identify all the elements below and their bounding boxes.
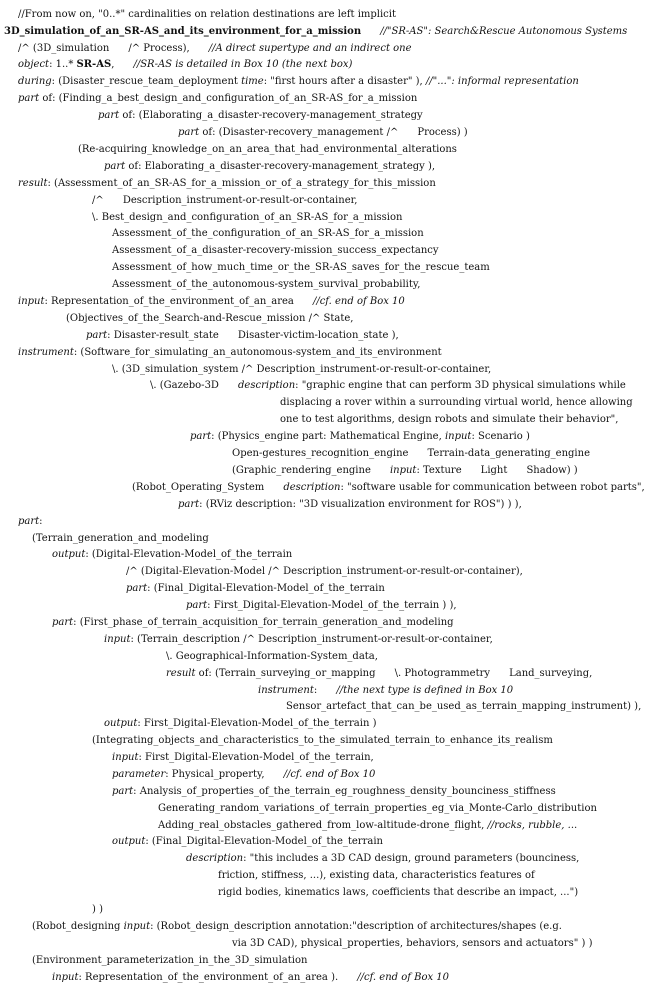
text-segment: : Scenario ) [471,431,530,442]
text-segment: \. (3D_simulation_system /^ Description_instrument-or-result-or-container, [112,364,492,375]
italic-text-segment: //rocks, rubble, ... [487,820,578,831]
text-segment: /^ Description_instrument-or-result-or-container, [92,195,358,206]
italic-text-segment: input [104,634,131,645]
text-segment: ) ) [92,904,103,915]
document-line [112,261,490,277]
document-line [18,75,579,91]
text-segment: : (Physics_engine part: Mathematical Engine, [211,431,445,442]
italic-text-segment: output [104,718,138,729]
document-line [186,852,579,868]
text-segment: Open-gestures_recognition_engine Terrain-data_generating_engine [232,448,590,459]
document-line [18,58,352,74]
text-segment: : Physical_property, [165,769,284,780]
text-segment: Assessment_of_a_disaster-recovery-mission_success_expectancy [112,245,439,256]
document-line [232,447,590,463]
document-line [112,227,424,243]
document-line [132,481,645,497]
italic-text-segment: input [112,752,139,763]
text-segment: \. (Gazebo-3D [150,380,239,391]
document-line [66,312,353,328]
document-line [92,903,103,919]
italic-text-segment: instrument [258,685,314,696]
document-line [86,329,399,345]
text-segment: Assessment_of_the_autonomous-system_survival_probability, [112,279,421,290]
italic-text-segment: //SR-AS is detailed in Box 10 (the next box) [133,59,353,70]
document-line [112,278,420,294]
italic-text-segment: input [123,921,151,932]
document-line [32,954,307,970]
text-segment: \. Best_design_and_configuration_of_an_SR-AS_for_a_mission [92,212,403,223]
document-line [126,582,385,598]
document-line [280,396,633,412]
italic-text-segment: part [186,600,208,611]
document-line [104,160,435,176]
text-segment: of: (Terrain_surveying_or_mapping \. Photogrammetry Land_surveying, [195,668,593,679]
italic-text-segment: part [126,583,148,594]
document-line [104,633,493,649]
text-segment: displacing a rover within a surrounding virtual world, hence allowing [280,397,633,408]
text-segment: of: (Elaborating_a_disaster-recovery-management_strategy [119,110,423,121]
text-segment: : Disaster-result_state Disaster-victim-location_state ), [107,330,399,341]
bold-text-segment: SR-AS [76,59,112,70]
document-line [18,515,43,531]
italic-text-segment: object [18,59,50,70]
text-segment: : 1..* [49,59,77,70]
text-segment: : Representation_of_the_environment_of_an_area ). [78,972,358,983]
italic-text-segment: description [238,380,296,391]
document-line [112,835,383,851]
text-segment: rigid bodies, kinematics laws, coefficients that describe an impact, ...") [218,887,579,898]
document-line [166,650,378,666]
italic-text-segment: input [444,431,472,442]
text-segment: : Texture Light Shadow) ) [416,465,578,476]
italic-text-segment: time [241,76,264,87]
italic-text-segment: input [52,972,79,983]
italic-text-segment: instrument [18,347,74,358]
text-segment: : (Assessment_of_an_SR-AS_for_a_mission_or_of_a_strategy_for_this_mission [47,178,436,189]
text-segment: (Graphic_rendering_engine [232,465,390,476]
document-line [92,194,357,210]
document-line [166,667,592,683]
document-line [186,599,457,615]
text-segment: : "software usable for communication between robot parts", [340,482,645,493]
document-line [18,42,412,58]
document-line [258,684,513,700]
text-segment: /^ (Digital-Elevation-Model /^ Description_instrument-or-result-or-container), [126,566,523,577]
text-segment: : (Final_Digital-Elevation-Model_of_the_terrain [147,583,385,594]
document-line [32,532,209,548]
italic-text-segment: //cf. end of Box 10 [283,769,376,780]
text-segment: Assessment_of_how_much_time_or_the_SR-AS_saves_for_the_rescue_team [112,262,490,273]
document-line [52,971,449,987]
text-segment: : First_Digital-Elevation-Model_of_the_terrain, [138,752,374,763]
document-line [178,498,522,514]
document-line [158,819,577,835]
text-segment: : (Terrain_description /^ Description_instrument-or-result-or-container, [130,634,493,645]
italic-text-segment: result [166,668,196,679]
document-line [218,886,578,902]
text-segment: friction, stiffness, ...), existing data, characteristics features of [218,870,535,881]
text-segment: : (First_phase_of_terrain_acquisition_for_terrain_generation_and_modeling [73,617,454,628]
document-line [112,244,439,260]
document-line [98,109,423,125]
italic-text-segment: input [389,465,417,476]
text-segment: : (RViz description: "3D visualization environment for ROS") ) ), [199,499,522,510]
document-line [112,363,491,379]
bold-text-segment: 3D_simulation_of_an_SR-AS_and_its_environment_for_a_mission [4,26,362,37]
italic-text-segment: description [186,853,244,864]
text-segment: , [111,59,134,70]
text-segment: (Environment_parameterization_in_the_3D_simulation [32,955,308,966]
text-segment: Generating_random_variations_of_terrain_properties_eg_via_Monte-Carlo_distribution [158,803,597,814]
italic-text-segment: parameter [112,769,166,780]
text-segment: (Robot_designing [32,921,124,932]
text-segment: : "this includes a 3D CAD design, ground parameters (bounciness, [243,853,580,864]
text-segment: : [313,685,337,696]
italic-text-segment: part [86,330,108,341]
italic-text-segment: //cf. end of Box 10 [312,296,405,307]
text-segment: : (Digital-Elevation-Model_of_the_terrain [85,549,293,560]
document-line [18,346,442,362]
text-segment: of: (Disaster-recovery_management /^ Process) ) [199,127,468,138]
text-segment: //From now on, "0..*" cardinalities on relation destinations are left implicit [18,9,397,20]
italic-text-segment: part [52,617,74,628]
text-segment: (Integrating_objects_and_characteristics_to_the_simulated_terrain_to_enhance_its_realism [92,735,553,746]
document-line [52,548,292,564]
text-segment: (Robot_Operating_System [132,482,284,493]
italic-text-segment: part [18,516,40,527]
document-line [218,869,535,885]
document-line [4,25,627,41]
document-line [92,734,553,750]
text-segment: of: (Finding_a_best_design_and_configuration_of_an_SR-AS_for_a_mission [39,93,418,104]
document-line [232,464,578,480]
text-segment: : First_Digital-Elevation-Model_of_the_terrain ) [137,718,377,729]
document-line [104,717,376,733]
text-segment: : [39,516,43,527]
text-segment: \. Geographical-Information-System_data, [166,651,378,662]
italic-text-segment: description [283,482,341,493]
text-segment: : (Final_Digital-Elevation-Model_of_the_terrain [145,836,383,847]
italic-text-segment: //the next type is defined in Box 10 [336,685,514,696]
document-line [92,211,402,227]
text-segment: via 3D CAD), physical_properties, behaviors, sensors and actuators" ) ) [232,938,593,949]
document-line [112,785,556,801]
italic-text-segment: part [178,499,200,510]
text-segment: : Analysis_of_properties_of_the_terrain_eg_roughness_density_bounciness_stiffness [133,786,556,797]
italic-text-segment: result [18,178,48,189]
italic-text-segment: output [112,836,146,847]
document-line [18,8,396,24]
text-segment: : Representation_of_the_environment_of_an_area [44,296,313,307]
text-segment: Adding_real_obstacles_gathered_from_low-altitude-drone_flight, [158,820,488,831]
text-segment: Assessment_of_the_configuration_of_an_SR-AS_for_a_mission [112,228,424,239]
document-line [126,565,523,581]
document-line [286,700,641,716]
italic-text-segment: //cf. end of Box 10 [357,972,450,983]
document-line [18,92,417,108]
document-line [112,751,374,767]
document-line [78,143,457,159]
text-segment: (Objectives_of_the_Search-and-Rescue_mission /^ State, [66,313,354,324]
document-line [232,937,592,953]
italic-text-segment: part [104,161,126,172]
document-line [280,413,618,429]
italic-text-segment: part [98,110,120,121]
text-segment: (Terrain_generation_and_modeling [32,533,209,544]
italic-text-segment: part [190,431,212,442]
text-segment: : "graphic engine that can perform 3D physical simulations while [295,380,626,391]
text-segment: : (Robot_design_description annotation:"description of architectures/shapes (e.g. [150,921,562,932]
text-segment: Sensor_artefact_that_can_be_used_as_terrain_mapping_instrument) ), [286,701,642,712]
document-line [52,616,454,632]
italic-text-segment: during [18,76,52,87]
document-line [18,295,405,311]
text-segment: : (Disaster_rescue_team_deployment [51,76,242,87]
italic-text-segment: part [178,127,200,138]
text-segment: : First_Digital-Elevation-Model_of_the_terrain ) ), [207,600,457,611]
italic-text-segment: part [112,786,134,797]
document-line [190,430,530,446]
italic-text-segment: input [18,296,45,307]
text-segment: (Re-acquiring_knowledge_on_an_area_that_had_environmental_alterations [78,144,457,155]
text-segment: of: Elaborating_a_disaster-recovery-management_strategy ), [125,161,436,172]
document-line [32,920,562,936]
document-line [150,379,626,395]
italic-text-segment: //A direct supertype and an indirect one [208,43,412,54]
italic-text-segment: //"...": informal representation [425,76,579,87]
italic-text-segment: output [52,549,86,560]
italic-text-segment: part [18,93,40,104]
text-segment: : "first hours after a disaster" ), [263,76,426,87]
text-segment [361,26,380,37]
italic-text-segment: //"SR-AS": Search&Rescue Autonomous Systems [380,26,628,37]
document-line [18,177,436,193]
text-segment: /^ (3D_simulation /^ Process), [18,43,209,54]
text-segment: : (Software_for_simulating_an_autonomous-system_and_its_environment [73,347,442,358]
text-segment: one to test algorithms, design robots and simulate their behavior", [280,414,619,425]
document-line [112,768,375,784]
document-line [158,802,597,818]
document-line [178,126,468,142]
